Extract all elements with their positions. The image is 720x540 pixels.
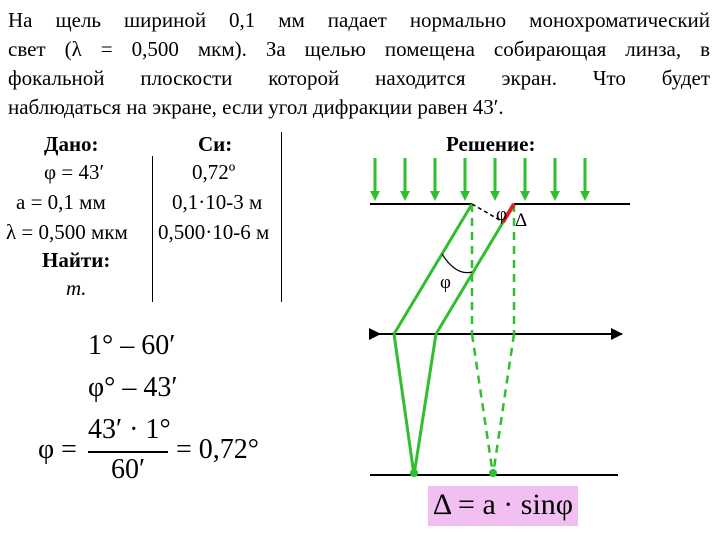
conversion-line-1: 1° – 60′ [88, 330, 176, 361]
angle-label: φ [440, 272, 451, 293]
straight-ray [493, 334, 514, 475]
central-point [489, 469, 497, 477]
find-header: Найти: [42, 248, 111, 272]
conversion-denominator: 60′ [110, 454, 146, 485]
conversion-phi: φ = [38, 434, 77, 465]
si-width: 0,1·10-3 м [172, 190, 263, 214]
conversion-numerator: 43′ · 1° [88, 414, 171, 445]
conversion-result: = 0,72° [176, 434, 259, 465]
si-header: Си: [198, 132, 233, 156]
result-formula: Δ = a · sinφ [432, 488, 574, 521]
focused-ray [414, 334, 436, 475]
result-formula-box [428, 486, 578, 526]
si-phi: 0,72º [192, 160, 236, 184]
delta-label: Δ [515, 210, 528, 231]
given-header: Дано: [44, 132, 99, 156]
given-phi: φ = 43′ [44, 160, 105, 184]
solution-header: Решение: [446, 132, 536, 156]
incident-rays [375, 158, 585, 196]
problem-line: фокальной плоскости которой находится экран. Что будет [8, 66, 710, 90]
problem-line: На щель шириной 0,1 мм падает нормально монохроматический [8, 8, 710, 32]
diffracted-ray [394, 204, 472, 334]
angle-arc [442, 254, 472, 273]
conversion-line-2: φ° – 43′ [88, 372, 178, 403]
given-wavelength: λ = 0,500 мкм [6, 220, 128, 244]
si-wavelength: 0,500·10-6 м [158, 220, 270, 244]
problem-line: свет (λ = 0,500 мкм). За щелью помещена собирающая линза, в [8, 37, 710, 61]
problem-line: наблюдаться на экране, если угол дифракции равен 43′. [8, 95, 504, 119]
given-width: a = 0,1 мм [16, 190, 106, 214]
focused-ray [394, 334, 414, 475]
focus-point [410, 469, 418, 477]
find-value: m. [66, 276, 87, 300]
phi-label: φ [496, 204, 507, 225]
straight-ray [472, 334, 493, 475]
